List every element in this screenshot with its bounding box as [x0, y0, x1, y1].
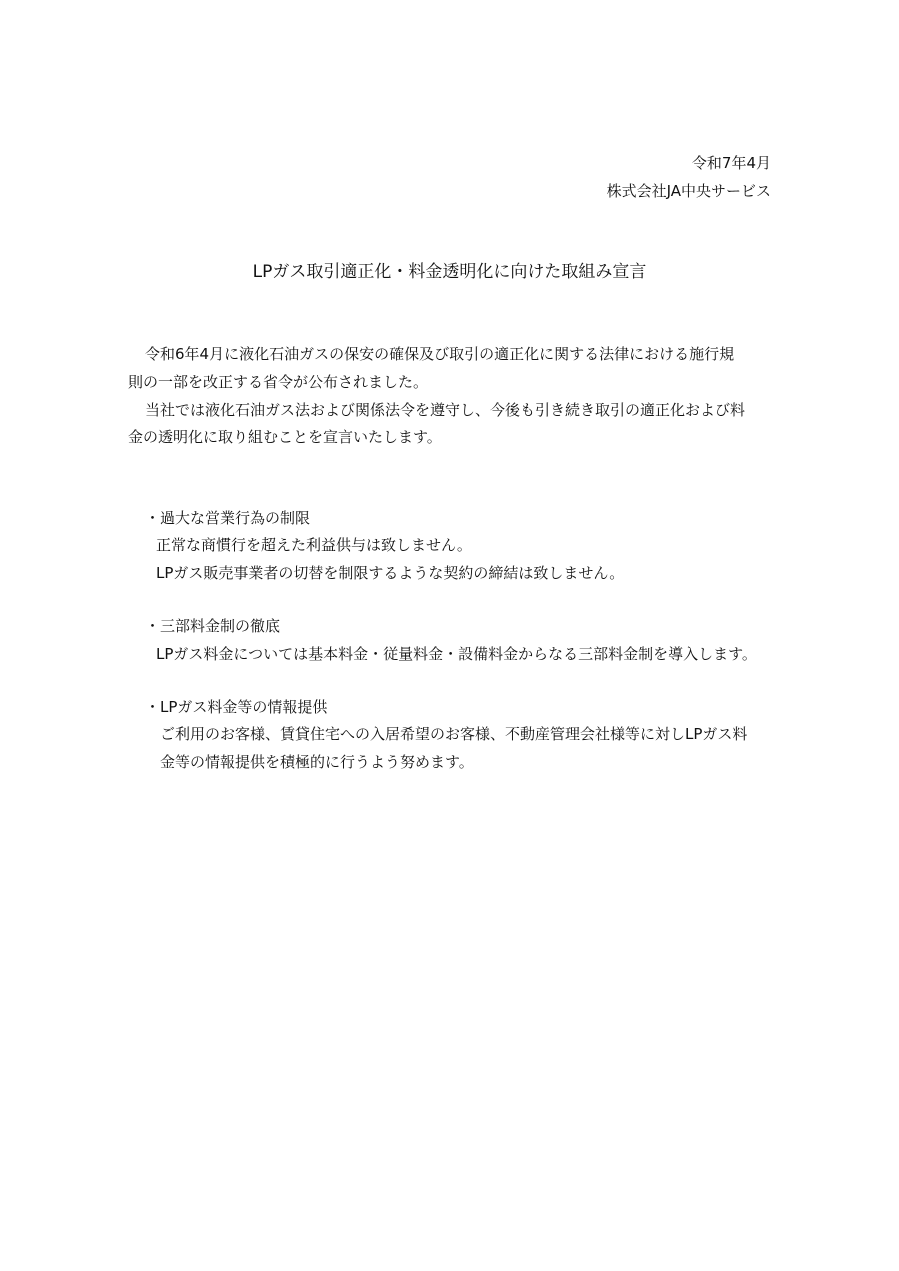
section-line: LPガス料金については基本料金・従量料金・設備料金からなる三部料金制を導入します。	[156, 645, 757, 663]
intro-paragraph-1-line-2: 則の一部を改正する省令が公布されました。	[128, 373, 429, 391]
section-heading: ・過大な営業行為の制限	[145, 509, 311, 527]
document-title: LPガス取引適正化・料金透明化に向けた取組み宣言	[252, 262, 647, 282]
section-heading: ・LPガス料金等の情報提供	[145, 698, 328, 716]
intro-paragraph-2-line-1: 当社では液化石油ガス法および関係法令を遵守し、今後も引き続き取引の適正化および料	[145, 401, 746, 419]
section-line: LPガス販売事業者の切替を制限するような契約の締結は致しません。	[156, 564, 625, 582]
section-heading: ・三部料金制の徹底	[145, 617, 281, 635]
section-line: ご利用のお客様、賃貸住宅への入居希望のお客様、不動産管理会社様等に対しLPガス料	[160, 725, 748, 743]
section-line: 正常な商慣行を超えた利益供与は致しません。	[156, 536, 472, 554]
company-name: 株式会社JA中央サービス	[606, 182, 771, 200]
intro-paragraph-2-line-2: 金の透明化に取り組むことを宣言いたします。	[128, 428, 442, 446]
section-line: 金等の情報提供を積極的に行うよう努めます。	[160, 753, 474, 771]
intro-paragraph-1-line-1: 令和6年4月に液化石油ガスの保安の確保及び取引の適正化に関する法律における施行規	[145, 345, 735, 363]
date-line: 令和7年4月	[691, 154, 771, 172]
